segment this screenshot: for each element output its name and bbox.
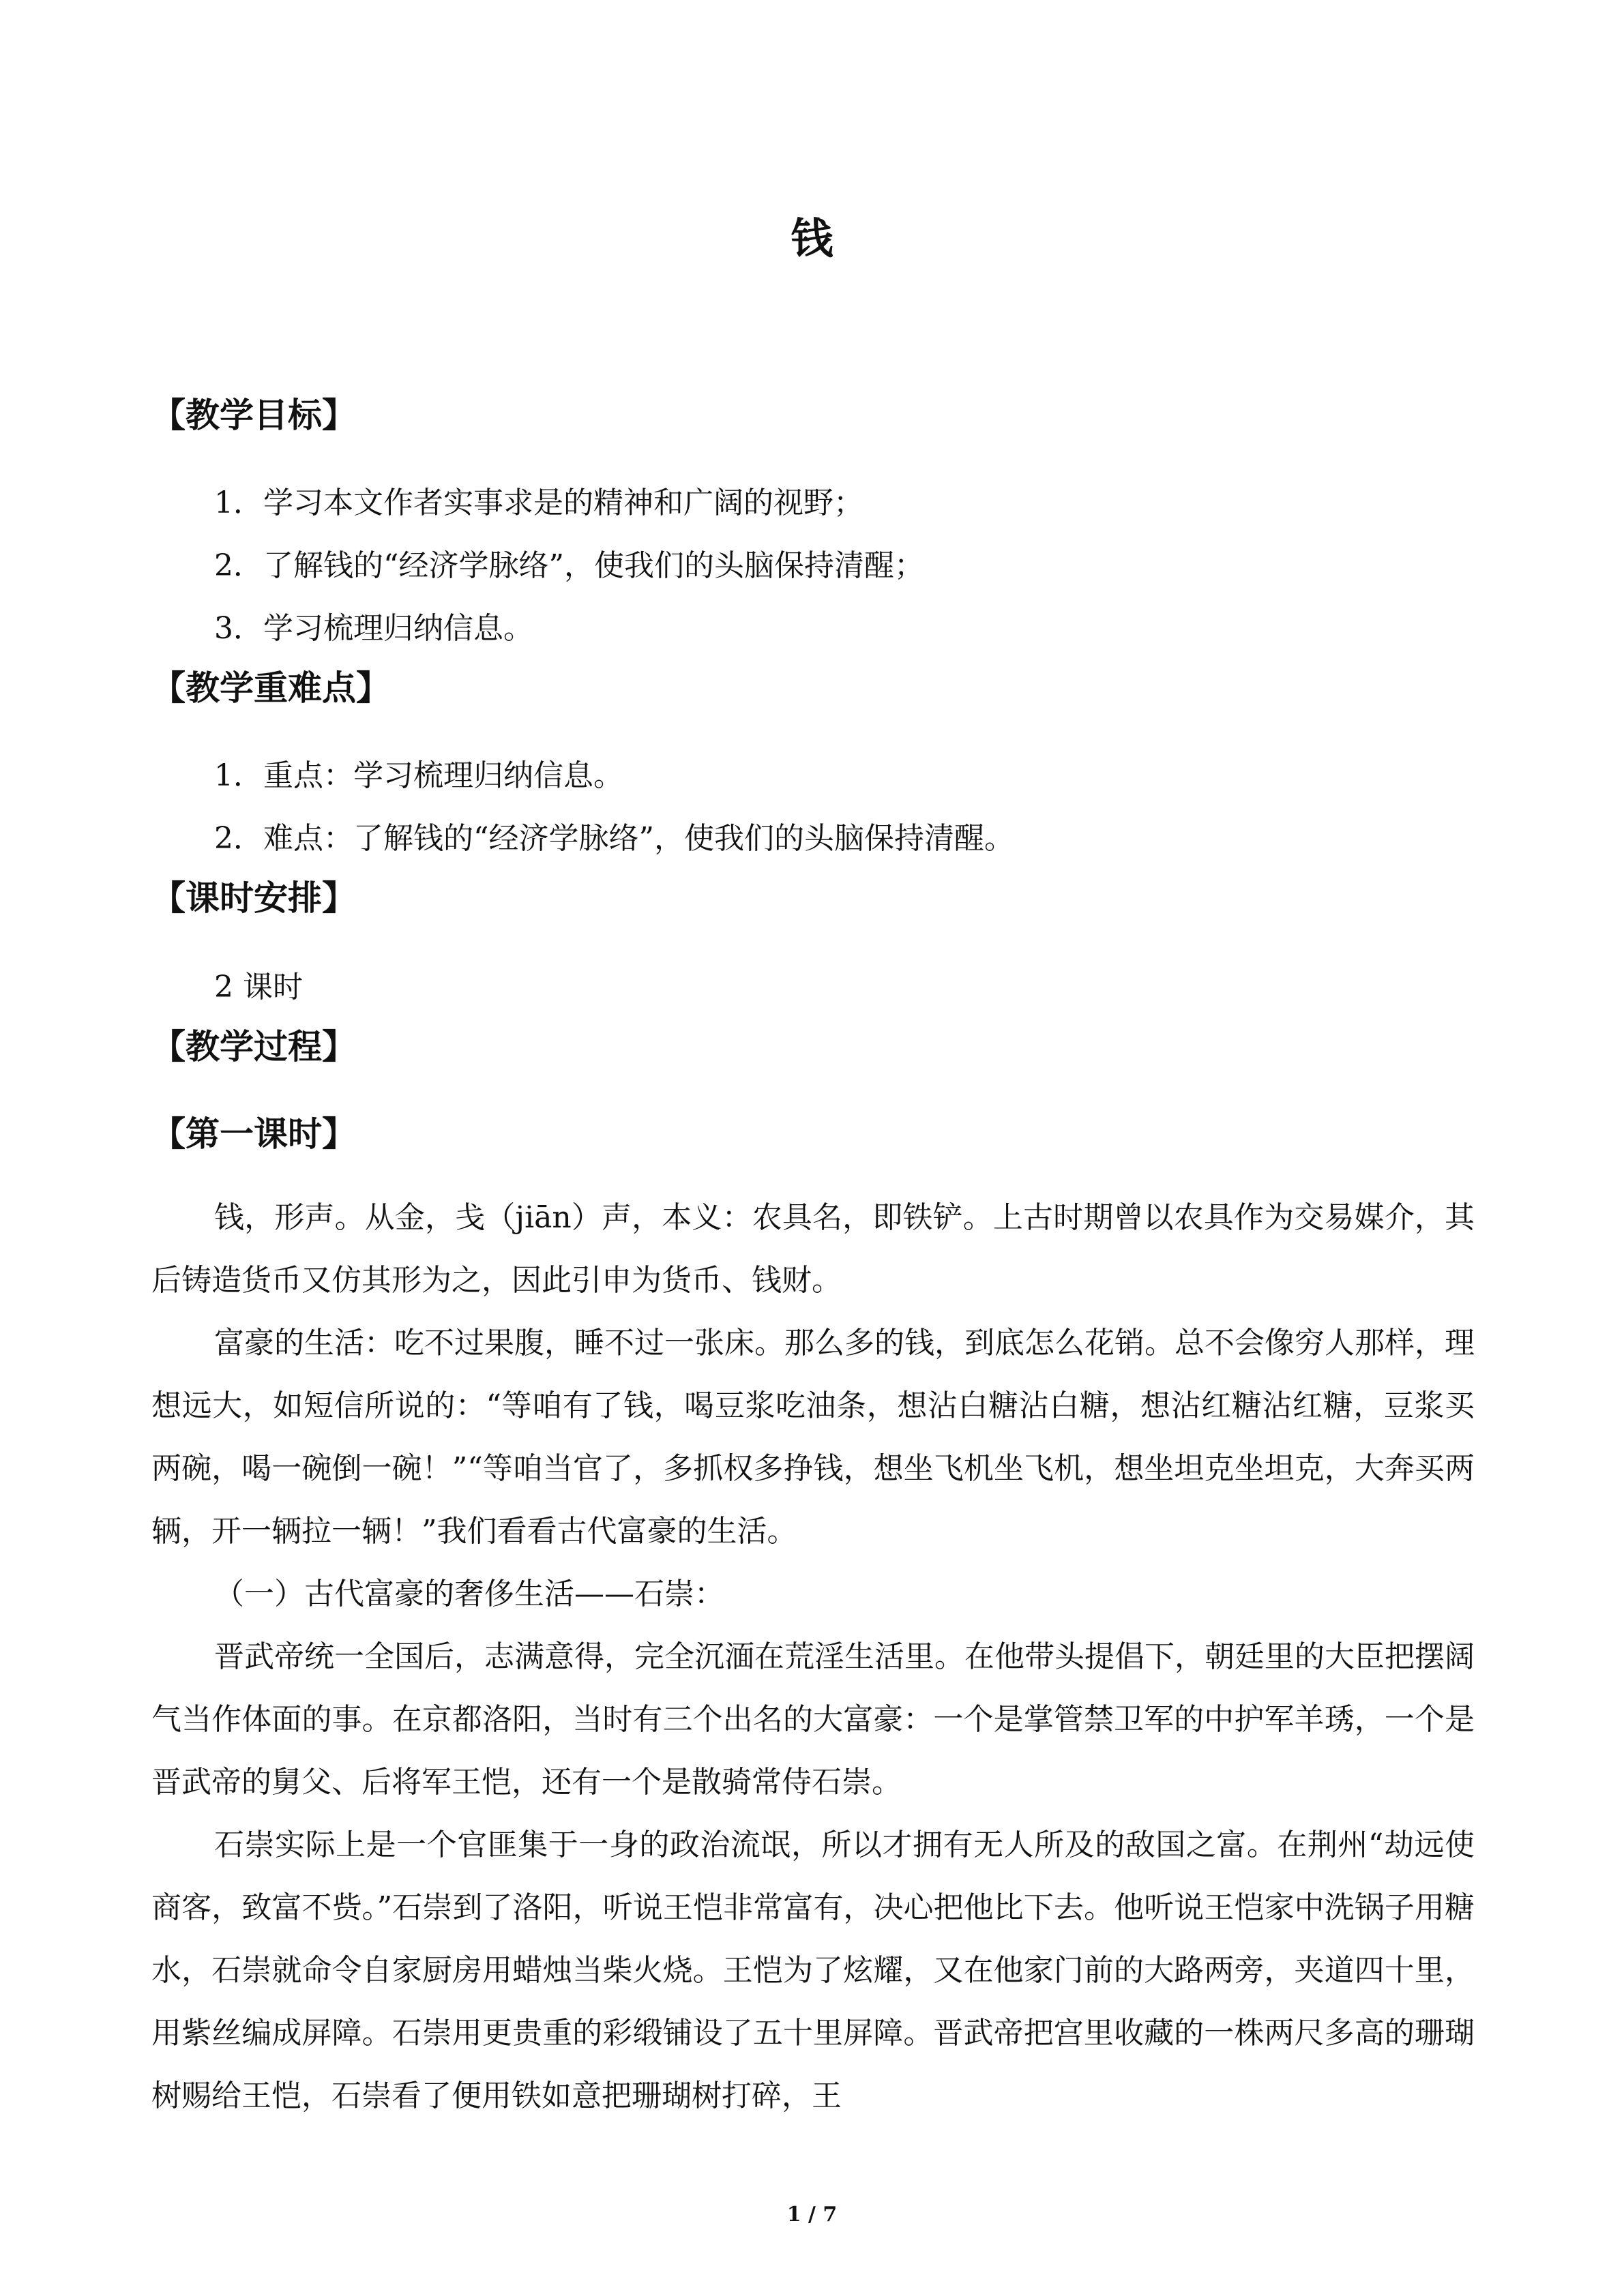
section-heading-schedule: 【课时安排】 bbox=[151, 878, 356, 918]
section-heading-process: 【教学过程】 bbox=[151, 1027, 356, 1067]
section-heading-teaching-goals: 【教学目标】 bbox=[151, 396, 356, 435]
body-paragraph: 钱，形声。从金，戋（jiān）声，本义：农具名，即铁铲。上古时期曾以农具作为交易媒介，其后铸造货币又仿其形为之，因此引申为货币、钱财。 bbox=[151, 1200, 1475, 1298]
body-paragraph: 石崇实际上是一个官匪集于一身的政治流氓，所以才拥有无人所及的敌国之富。在荆州“劫远使商客，致富不赀。”石崇到了洛阳，听说王恺非常富有，决心把他比下去。他听说王恺家中洗锅子用糖水，石崇就命令自家厨房用蜡烛当柴火烧。王恺为了炫耀，又在他家门前的大路两旁，夹道四十里，用紫丝编成屏障。石崇用更贵重的彩缎铺设了五十里屏障。晋武帝把宫里收藏的一株两尺多高的珊瑚树赐给王恺，石崇看了便用铁如意把珊瑚树打碎，王 bbox=[151, 1828, 1475, 2113]
page-number: 1 / 7 bbox=[786, 2203, 838, 2226]
section-heading-key-points: 【教学重难点】 bbox=[151, 668, 390, 708]
body-paragraph: 富豪的生活：吃不过果腹，睡不过一张床。那么多的钱，到底怎么花销。总不会像穷人那样，理想远大，如短信所说的：“等咱有了钱，喝豆浆吃油条，想沾白糖沾白糖，想沾红糖沾红糖，豆浆买两碗，喝一碗倒一碗！”“等咱当官了，多抓权多挣钱，想坐飞机坐飞机，想坐坦克坐坦克，大奔买两辆，开一辆拉一辆！”我们看看古代富豪的生活。 bbox=[151, 1326, 1475, 1549]
goal-item: 3．学习梳理归纳信息。 bbox=[214, 611, 533, 646]
key-point-item: 2．难点：了解钱的“经济学脉络”，使我们的头脑保持清醒。 bbox=[214, 821, 1014, 856]
document-title: 钱 bbox=[791, 213, 833, 263]
body-paragraph: 晋武帝统一全国后，志满意得，完全沉湎在荒淫生活里。在他带头提倡下，朝廷里的大臣把摆阔气当作体面的事。在京都洛阳，当时有三个出名的大富豪：一个是掌管禁卫军的中护军羊琇，一个是晋武帝的舅父、后将军王恺，还有一个是散骑常侍石崇。 bbox=[151, 1639, 1475, 1800]
key-point-item: 1．重点：学习梳理归纳信息。 bbox=[214, 758, 623, 793]
goal-item: 1．学习本文作者实事求是的精神和广阔的视野； bbox=[214, 486, 863, 520]
section-heading-lesson-one: 【第一课时】 bbox=[151, 1114, 356, 1154]
goal-item: 2．了解钱的“经济学脉络”，使我们的头脑保持清醒； bbox=[214, 548, 924, 583]
body-paragraph-subheading: （一）古代富豪的奢侈生活——石崇： bbox=[214, 1577, 724, 1611]
schedule-text: 2 课时 bbox=[214, 970, 303, 1004]
